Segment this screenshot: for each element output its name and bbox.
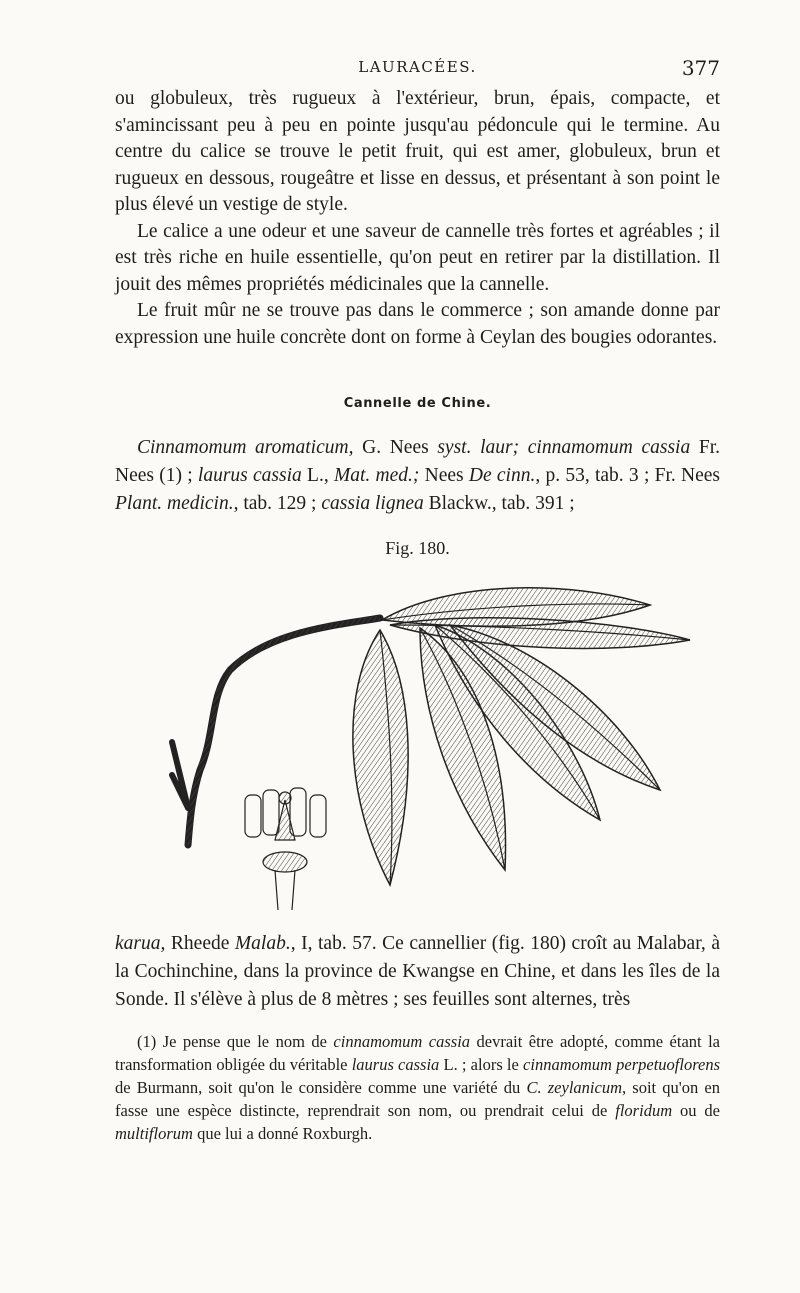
text-run: cinnamomum cassia — [333, 1032, 471, 1051]
text-run: floridum — [615, 1101, 673, 1120]
footnote — [115, 1030, 720, 1145]
text-run: L., — [301, 465, 334, 486]
text-run: , soit qu'on en fasse une espèce distincte, reprendrait son nom, ou prendrait celui de — [115, 1078, 721, 1120]
paragraph: ou globuleux, très rugueux à l'extérieur, brun, épais, compacte, et s'amincissant peu à peu en pointe jusqu'au pédoncule qui le termine. Au centre du calice se trouve le petit fruit, qui est amer, globuleux, brun et rugueux en dessous, rougeâtre et lisse en dessus, et présentant à son point le plus élevé un vestige de style. — [115, 88, 720, 215]
page-number: 377 — [681, 56, 720, 80]
section-title: Cannelle de Chine. — [343, 396, 492, 411]
body-text-bottom — [115, 930, 720, 1014]
text-run: , I, tab. 57. Ce cannellier (fig. 180) croît au Malabar, à la Cochinchine, dans la province de Kwangse en Chine, et dans les îles de la Sonde. Il s'élève à plus de 8 mètres ; ses feuilles sont alternes, très — [115, 933, 720, 1010]
text-run: Malab. — [234, 933, 291, 954]
paragraph — [115, 930, 720, 1014]
footnote-text — [115, 1030, 720, 1145]
leaf-group — [353, 588, 690, 885]
text-run: de Burmann, soit qu'on le considère comme une variété du — [115, 1078, 527, 1097]
text-run: Nees — [419, 465, 469, 486]
text-run: cinnamomum perpetuoflorens — [523, 1055, 720, 1074]
text-run: Cinnamomum aromaticum, — [137, 437, 354, 458]
paragraph: Le fruit mûr ne se trouve pas dans le commerce ; son amande donne par expression une huile concrète dont on forme à Ceylan des bougies odorantes. — [115, 300, 720, 348]
text-run: que lui a donné Roxburgh. — [192, 1124, 373, 1143]
paragraph: Le calice a une odeur et une saveur de cannelle très fortes et agréables ; il est très riche en huile essentielle, qu'on peut en retirer par la distillation. Il jouit des mêmes propriétés médicinales que la cannelle. — [115, 220, 720, 295]
text-run: laurus cassia — [197, 465, 302, 486]
text-run: G. Nees — [353, 437, 438, 458]
text-run: L. ; alors le — [439, 1055, 524, 1074]
page-header — [115, 58, 720, 82]
text-run: (1) Je pense que le nom de — [137, 1032, 334, 1051]
text-run: ou de — [672, 1101, 721, 1120]
text-run: devrait être adopté, comme étant la transformation obligée du véritable — [115, 1032, 720, 1074]
figure-label: Fig. 180. — [385, 538, 450, 558]
running-title: LAURACÉES. — [358, 58, 477, 76]
text-run: , p. 53, tab. 3 ; Fr. Nees — [535, 465, 720, 486]
text-run: laurus cassia — [351, 1055, 440, 1074]
synonymy-text — [115, 434, 720, 518]
text-run: cassia lignea — [321, 493, 424, 514]
text-run: karua, — [115, 933, 166, 954]
text-run: Plant. medicin. — [115, 493, 234, 514]
text-run: , tab. 129 ; — [233, 493, 322, 514]
text-run: C. zeylanicum — [526, 1078, 622, 1097]
text-run: multiflorum — [115, 1124, 193, 1143]
synonymy-paragraph — [115, 434, 720, 518]
text-run: Blackw., tab. 391 ; — [423, 493, 575, 514]
text-run: syst. laur; cinnamomum cassia — [437, 437, 691, 458]
leaf — [353, 630, 408, 885]
branch-twig — [172, 742, 188, 808]
figure-illustration — [150, 570, 720, 920]
text-run: Rheede — [165, 933, 235, 954]
body-text-top — [115, 86, 720, 351]
text-run: Mat. med.; — [333, 465, 420, 486]
text-run: De cinn. — [468, 465, 536, 486]
text-run: Fr. Nees (1) ; — [115, 437, 720, 486]
cinnamon-branch-illustration — [150, 570, 720, 920]
flower-detail — [245, 788, 326, 910]
